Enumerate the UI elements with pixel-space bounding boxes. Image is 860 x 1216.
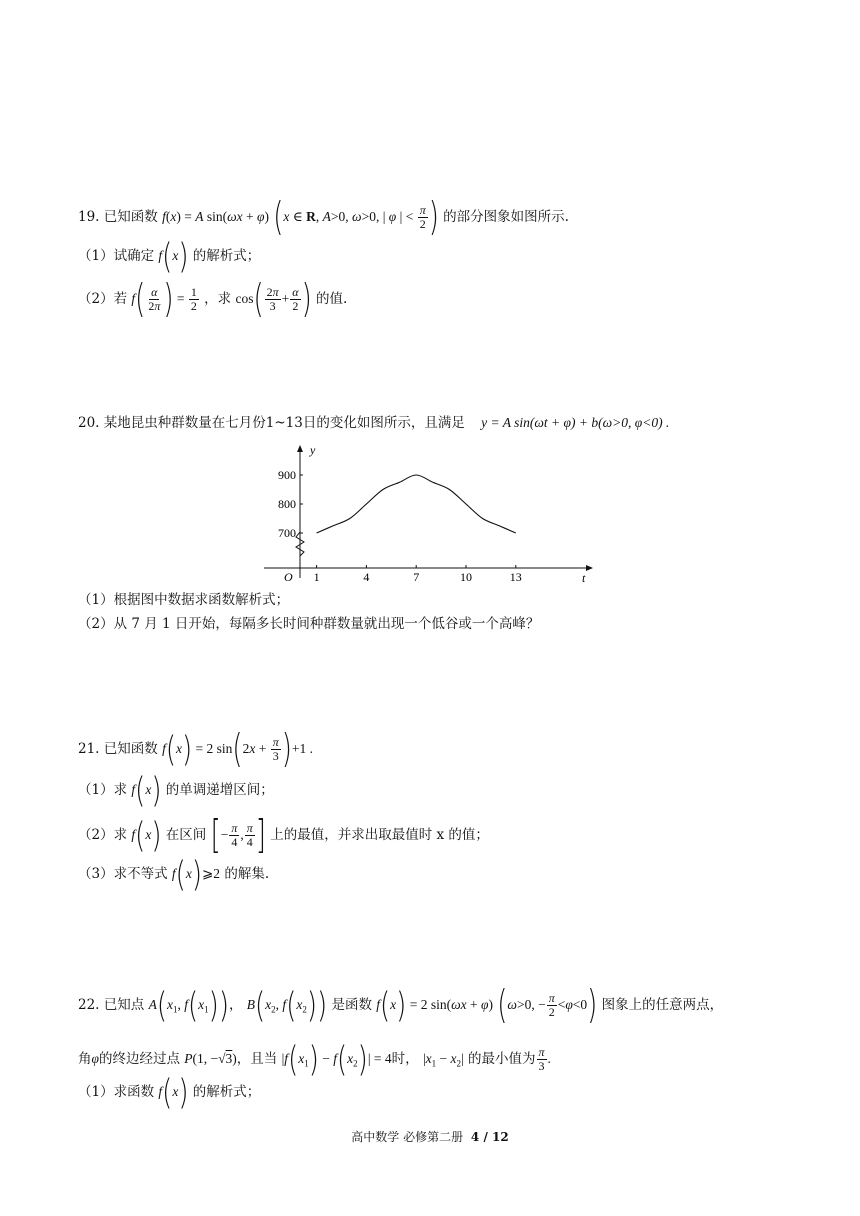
q19-function: f (162, 209, 166, 224)
q21-stem: 21. 已知函数 f(x) = 2 sin(2x + $\frac{\pi}{3}$ )+1 . (78, 727, 313, 772)
q21-sub3: （3）求不等式 f(x)⩾2 的解集. (78, 854, 270, 895)
q21-sub1: （1）求 f(x) 的单调递增区间； (78, 770, 274, 811)
q19-stem: 19. 已知函数 f(x) = A sin(ωx + φ) (x ∈ R, A>0, ω>0, | φ | < $\frac{\pi}{2}$ ) 的部分图象如图所示. (78, 195, 569, 240)
page-footer: 高中数学 必修第二册 4 / 12 (351, 1130, 509, 1144)
y-tick-label: 700 (278, 526, 296, 540)
x-tick-label: 4 (363, 570, 370, 584)
origin-label: O (284, 570, 293, 584)
q20-sub1: （1）根据图中数据求函数解析式； (78, 592, 290, 608)
q21-sub2: （2）求 f(x) 在区间 [− $\frac{\pi}{4}$ , $\frac{\pi}{4}$ ] 上的最值，并求出取最值时 x 的值； (78, 813, 489, 858)
x-axis-label: t (582, 571, 586, 585)
x-tick-label: 10 (460, 570, 472, 584)
population-curve (317, 475, 516, 533)
q20-stem: 20. 某地昆虫种群数量在七月份1~13日的变化如图所示，且满足 y = A sin(ωt + φ) + b(ω>0, φ<0) . (78, 415, 670, 431)
q22-sub1: （1）求函数 f(x) 的解析式； (78, 1072, 261, 1113)
q20-sub2: （2）从 7 月 1 日开始，每隔多长时间种群数量就出现一个低谷或一个高峰？ (78, 616, 540, 632)
q19-sub1: （1）试确定 f(x) 的解析式； (78, 236, 261, 277)
q22-line2: 角φ的终边经过点 P(1, −√3)，且当 $|f(x_1) - f(x_2)| = 4$时， $|x_1 - x_2|$ 的最小值为 $\frac{\pi}{3}$ . (78, 1039, 551, 1080)
q20-formula: y = A sin(ωt + φ) + b(ω>0, φ<0) . (481, 415, 670, 430)
population-chart (262, 440, 602, 590)
x-tick-label: 7 (413, 570, 420, 584)
y-tick-label: 900 (278, 468, 296, 482)
y-tick-label: 800 (278, 497, 296, 511)
x-tick-label: 13 (509, 570, 522, 584)
y-axis-label: y (310, 443, 316, 457)
q22-stem: 22. 已知点 $A(x_1$, $f(x_1)$)， $B(x_2$, $f(x_2)$) 是函数 f(x) = 2 sin(ωx + φ) (ω>0, − $\frac{\pi}{2}$ <φ<0) 图象上的任意两点， (78, 983, 724, 1028)
x-tick-label: 1 (313, 570, 320, 584)
q19-sub2: （2）若 f( $\frac{\alpha}{2\pi}$ ) = $\frac{1}{2}$ ，求 cos( $\frac{2\pi}{3}$ + $\frac{\alpha}{2}$ ) 的值. (78, 277, 348, 322)
page-number: 4 / 12 (470, 1130, 509, 1144)
